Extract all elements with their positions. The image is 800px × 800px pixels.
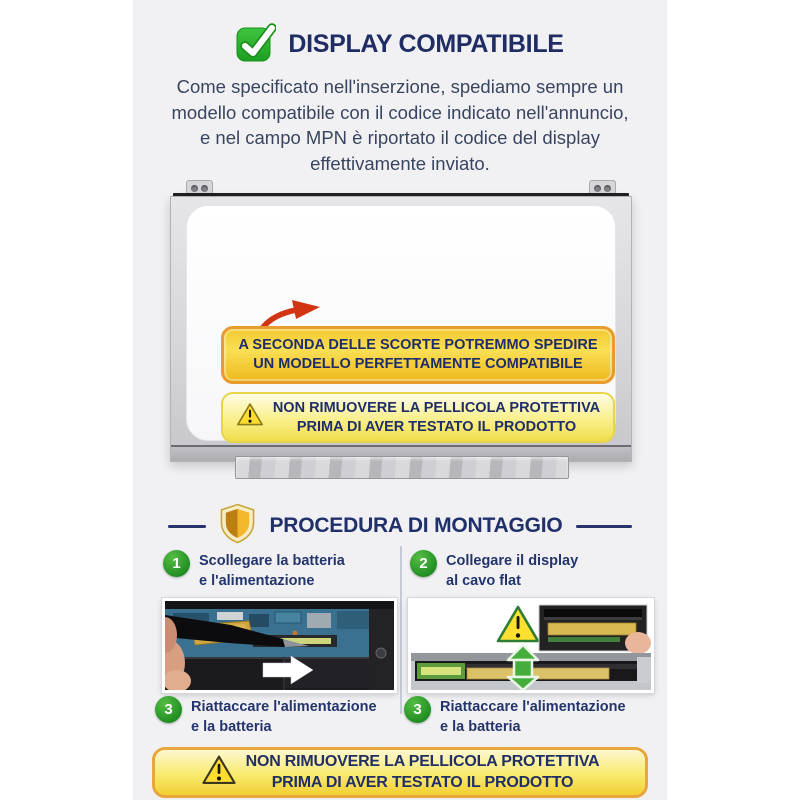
panel-screen-area: [186, 205, 616, 441]
step-3-left: [155, 696, 377, 737]
step-2: [410, 550, 578, 591]
stock-warning-line: UN MODELLO PERFETTAMENTE COMPATIBILE: [253, 356, 583, 372]
film-warning-line: NON RIMUOVERE LA PELLICOLA PROTETTIVA: [272, 400, 601, 416]
step-number-badge: 1: [163, 550, 190, 577]
panel-frame: [170, 196, 632, 462]
listing-graphic: [133, 0, 667, 800]
divider-line: [168, 525, 206, 528]
intro-line: effettivamente inviato.: [310, 152, 490, 174]
step-1-text: Scollegare la batteria e l'alimentazione: [199, 553, 345, 589]
step-1: [163, 550, 345, 591]
divider-line: [576, 525, 632, 528]
gold-shield-icon: [219, 503, 256, 549]
step-number-badge: 3: [404, 696, 431, 723]
step-number-badge: 3: [155, 696, 182, 723]
photo-connect-flat-cable: [408, 598, 654, 693]
intro-line: modello compatibile con il codice indicato nell'annuncio,: [171, 101, 629, 123]
lcd-panel-illustration: [170, 180, 632, 478]
step-number-badge: 2: [410, 550, 437, 577]
procedure-steps: [133, 548, 667, 748]
header: [133, 22, 667, 67]
page-title: DISPLAY COMPATIBILE: [288, 30, 564, 58]
film-warning-line: PRIMA DI AVER TESTATO IL PRODOTTO: [296, 418, 577, 435]
footer-warning-text: NON RIMUOVERE LA PELLICOLA PROTETTIVA PRIMA DI AVER TESTATO IL PRODOTTO: [245, 753, 600, 791]
procedure-title: PROCEDURA DI MONTAGGIO: [269, 514, 563, 537]
step-3-right: [404, 696, 626, 737]
green-checkmark-icon: [236, 22, 276, 67]
warning-triangle-icon: [201, 754, 237, 791]
film-warning-label: [221, 392, 615, 443]
warning-triangle-icon: [236, 402, 264, 433]
step-2-text: Collegare il display al cavo flat: [446, 553, 579, 589]
photo-disconnect-battery: [162, 598, 397, 693]
intro-line: Come specificato nell'inserzione, spediamo sempre un: [176, 76, 624, 97]
stock-warning-label: [221, 326, 615, 384]
procedure-header: [133, 503, 667, 549]
step-3-right-text: Riattaccare l'alimentazione e la batteria: [440, 699, 626, 735]
step-3-left-text: Riattaccare l'alimentazione e la batteria: [191, 699, 377, 735]
column-divider: [400, 546, 402, 714]
stock-warning-line: A SECONDA DELLE SCORTE POTREMMO SPEDIRE: [238, 337, 598, 353]
footer-warning-banner: [152, 747, 648, 798]
foil-connector-strip: [235, 456, 569, 479]
intro-text: [133, 74, 667, 176]
intro-line: e nel campo MPN è riportato il codice del display: [200, 127, 600, 148]
